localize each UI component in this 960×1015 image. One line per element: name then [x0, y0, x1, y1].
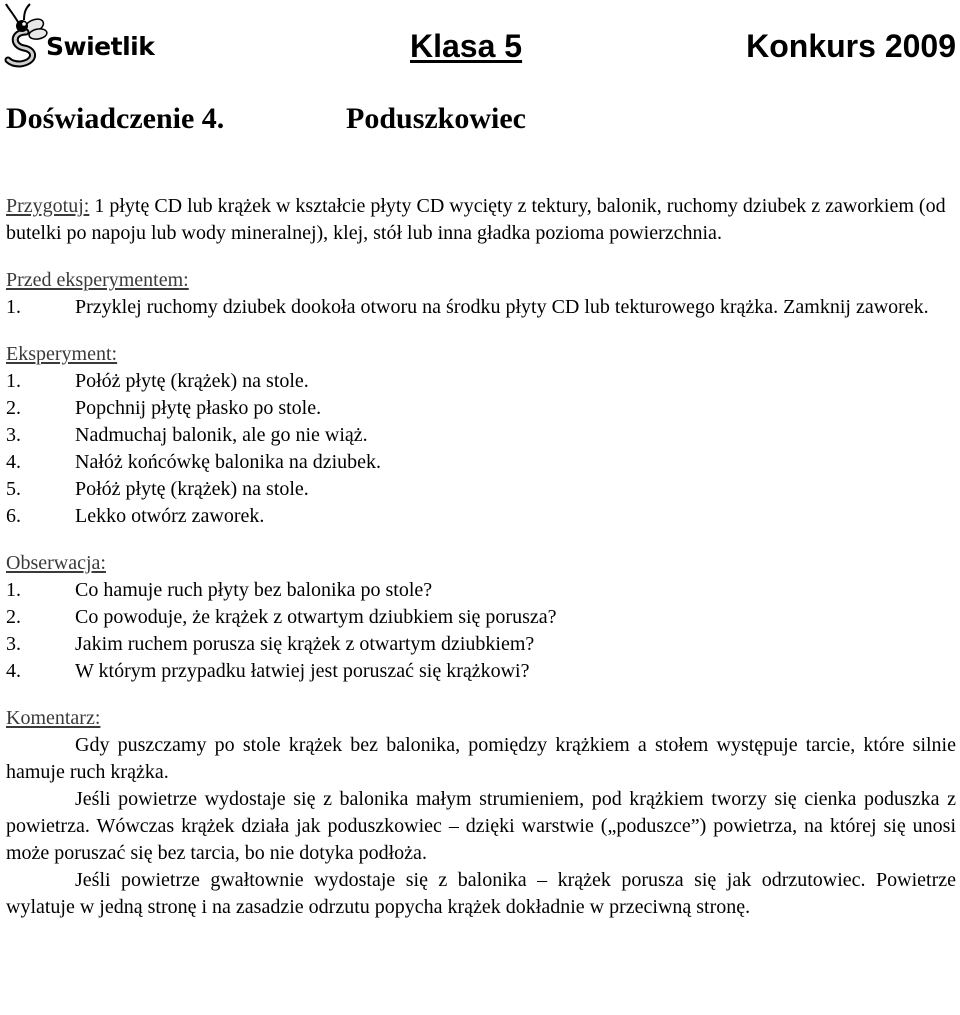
list-item [6, 476, 956, 503]
list-item-number: 1. [6, 370, 21, 392]
list-item [6, 449, 956, 476]
list-item-number: 1. [6, 579, 21, 601]
list-item-number: 3. [6, 424, 21, 446]
observation-label: Obserwacja: [6, 552, 106, 574]
list-item [6, 422, 956, 449]
prepare-text: 1 płytę CD lub krążek w kształcie płyty CD wycięty z tektury, balonik, ruchomy dziubek z zaworkiem (od butelki po napoju lub wody mineralnej), klej, stół lub inna gładka pozioma powierzchnia. [6, 195, 946, 244]
prepare-section [6, 193, 956, 247]
list-item [6, 631, 956, 658]
experiment-number: Doświadczenie 4. [6, 102, 225, 135]
list-item-text: Lekko otwórz zaworek. [75, 505, 265, 527]
list-item-text: W którym przypadku łatwiej jest poruszać się krążkowi? [75, 660, 530, 682]
list-item-number: 2. [6, 606, 21, 628]
list-item-text: Co powoduje, że krążek z otwartym dziubkiem się porusza? [75, 606, 557, 628]
observation-questions-list [6, 577, 956, 685]
list-item [6, 368, 956, 395]
list-item-text: Popchnij płytę płasko po stole. [75, 397, 322, 419]
before-label: Przed eksperymentem: [6, 269, 189, 291]
experiment-name: Poduszkowiec [346, 102, 526, 135]
list-item-number: 2. [6, 397, 21, 419]
list-item [6, 294, 956, 321]
experiment-steps-list [6, 368, 956, 530]
list-item [6, 503, 956, 530]
comment-paragraph: Jeśli powietrze wydostaje się z balonika małym strumieniem, pod krążkiem tworzy się cienka poduszka z powietrza. Wówczas krążek działa jak poduszkowiec – dzięki warstwie („poduszce”) powietrza, na której się unosi może poruszać się bez tarcia, bo nie dotyka podłoża. [6, 788, 956, 864]
observation-section [6, 550, 956, 685]
experiment-section [6, 341, 956, 530]
list-item-number: 3. [6, 633, 21, 655]
experiment-label: Eksperyment: [6, 343, 118, 365]
comment-label: Komentarz: [6, 707, 101, 729]
list-item-text: Nadmuchaj balonik, ale go nie wiąż. [75, 424, 368, 446]
list-item-text: Jakim ruchem porusza się krążek z otwartym dziubkiem? [75, 633, 535, 655]
list-item-text: Przyklej ruchomy dziubek dookoła otworu na środku płyty CD lub tekturowego krążka. Zamknij zaworek. [75, 296, 929, 318]
list-item [6, 658, 956, 685]
before-list [6, 294, 956, 321]
comment-paragraph: Gdy puszczamy po stole krążek bez balonika, pomiędzy krążkiem a stołem występuje tarcie, które silnie hamuje ruch krążka. [6, 734, 956, 783]
prepare-label: Przygotuj: [6, 195, 90, 217]
page-header [0, 0, 960, 80]
list-item-number: 4. [6, 660, 21, 682]
list-item-number: 4. [6, 451, 21, 473]
before-section [6, 267, 956, 321]
list-item-text: Połóż płytę (krążek) na stole. [75, 478, 309, 500]
document-body [6, 193, 956, 921]
list-item [6, 577, 956, 604]
list-item-number: 6. [6, 505, 21, 527]
logo-text: Swietlik [46, 32, 155, 61]
swietlik-logo [4, 2, 155, 72]
experiment-title [6, 102, 526, 136]
list-item-number: 1. [6, 296, 21, 318]
list-item-text: Co hamuje ruch płyty bez balonika po stole? [75, 579, 433, 601]
list-item-text: Nałóż końcówkę balonika na dziubek. [75, 451, 382, 473]
list-item-number: 5. [6, 478, 21, 500]
class-label: Klasa 5 [410, 28, 523, 64]
list-item [6, 395, 956, 422]
comment-paragraph: Jeśli powietrze gwałtownie wydostaje się z balonika – krążek porusza się jak odrzutowiec. Powietrze wylatuje w jedną stronę i na zasadzie odrzutu popycha krążek dokładnie w przeciwną stronę. [6, 869, 956, 918]
list-item-text: Połóż płytę (krążek) na stole. [75, 370, 309, 392]
comment-section [6, 705, 956, 921]
contest-label: Konkurs 2009 [746, 28, 956, 64]
list-item [6, 604, 956, 631]
